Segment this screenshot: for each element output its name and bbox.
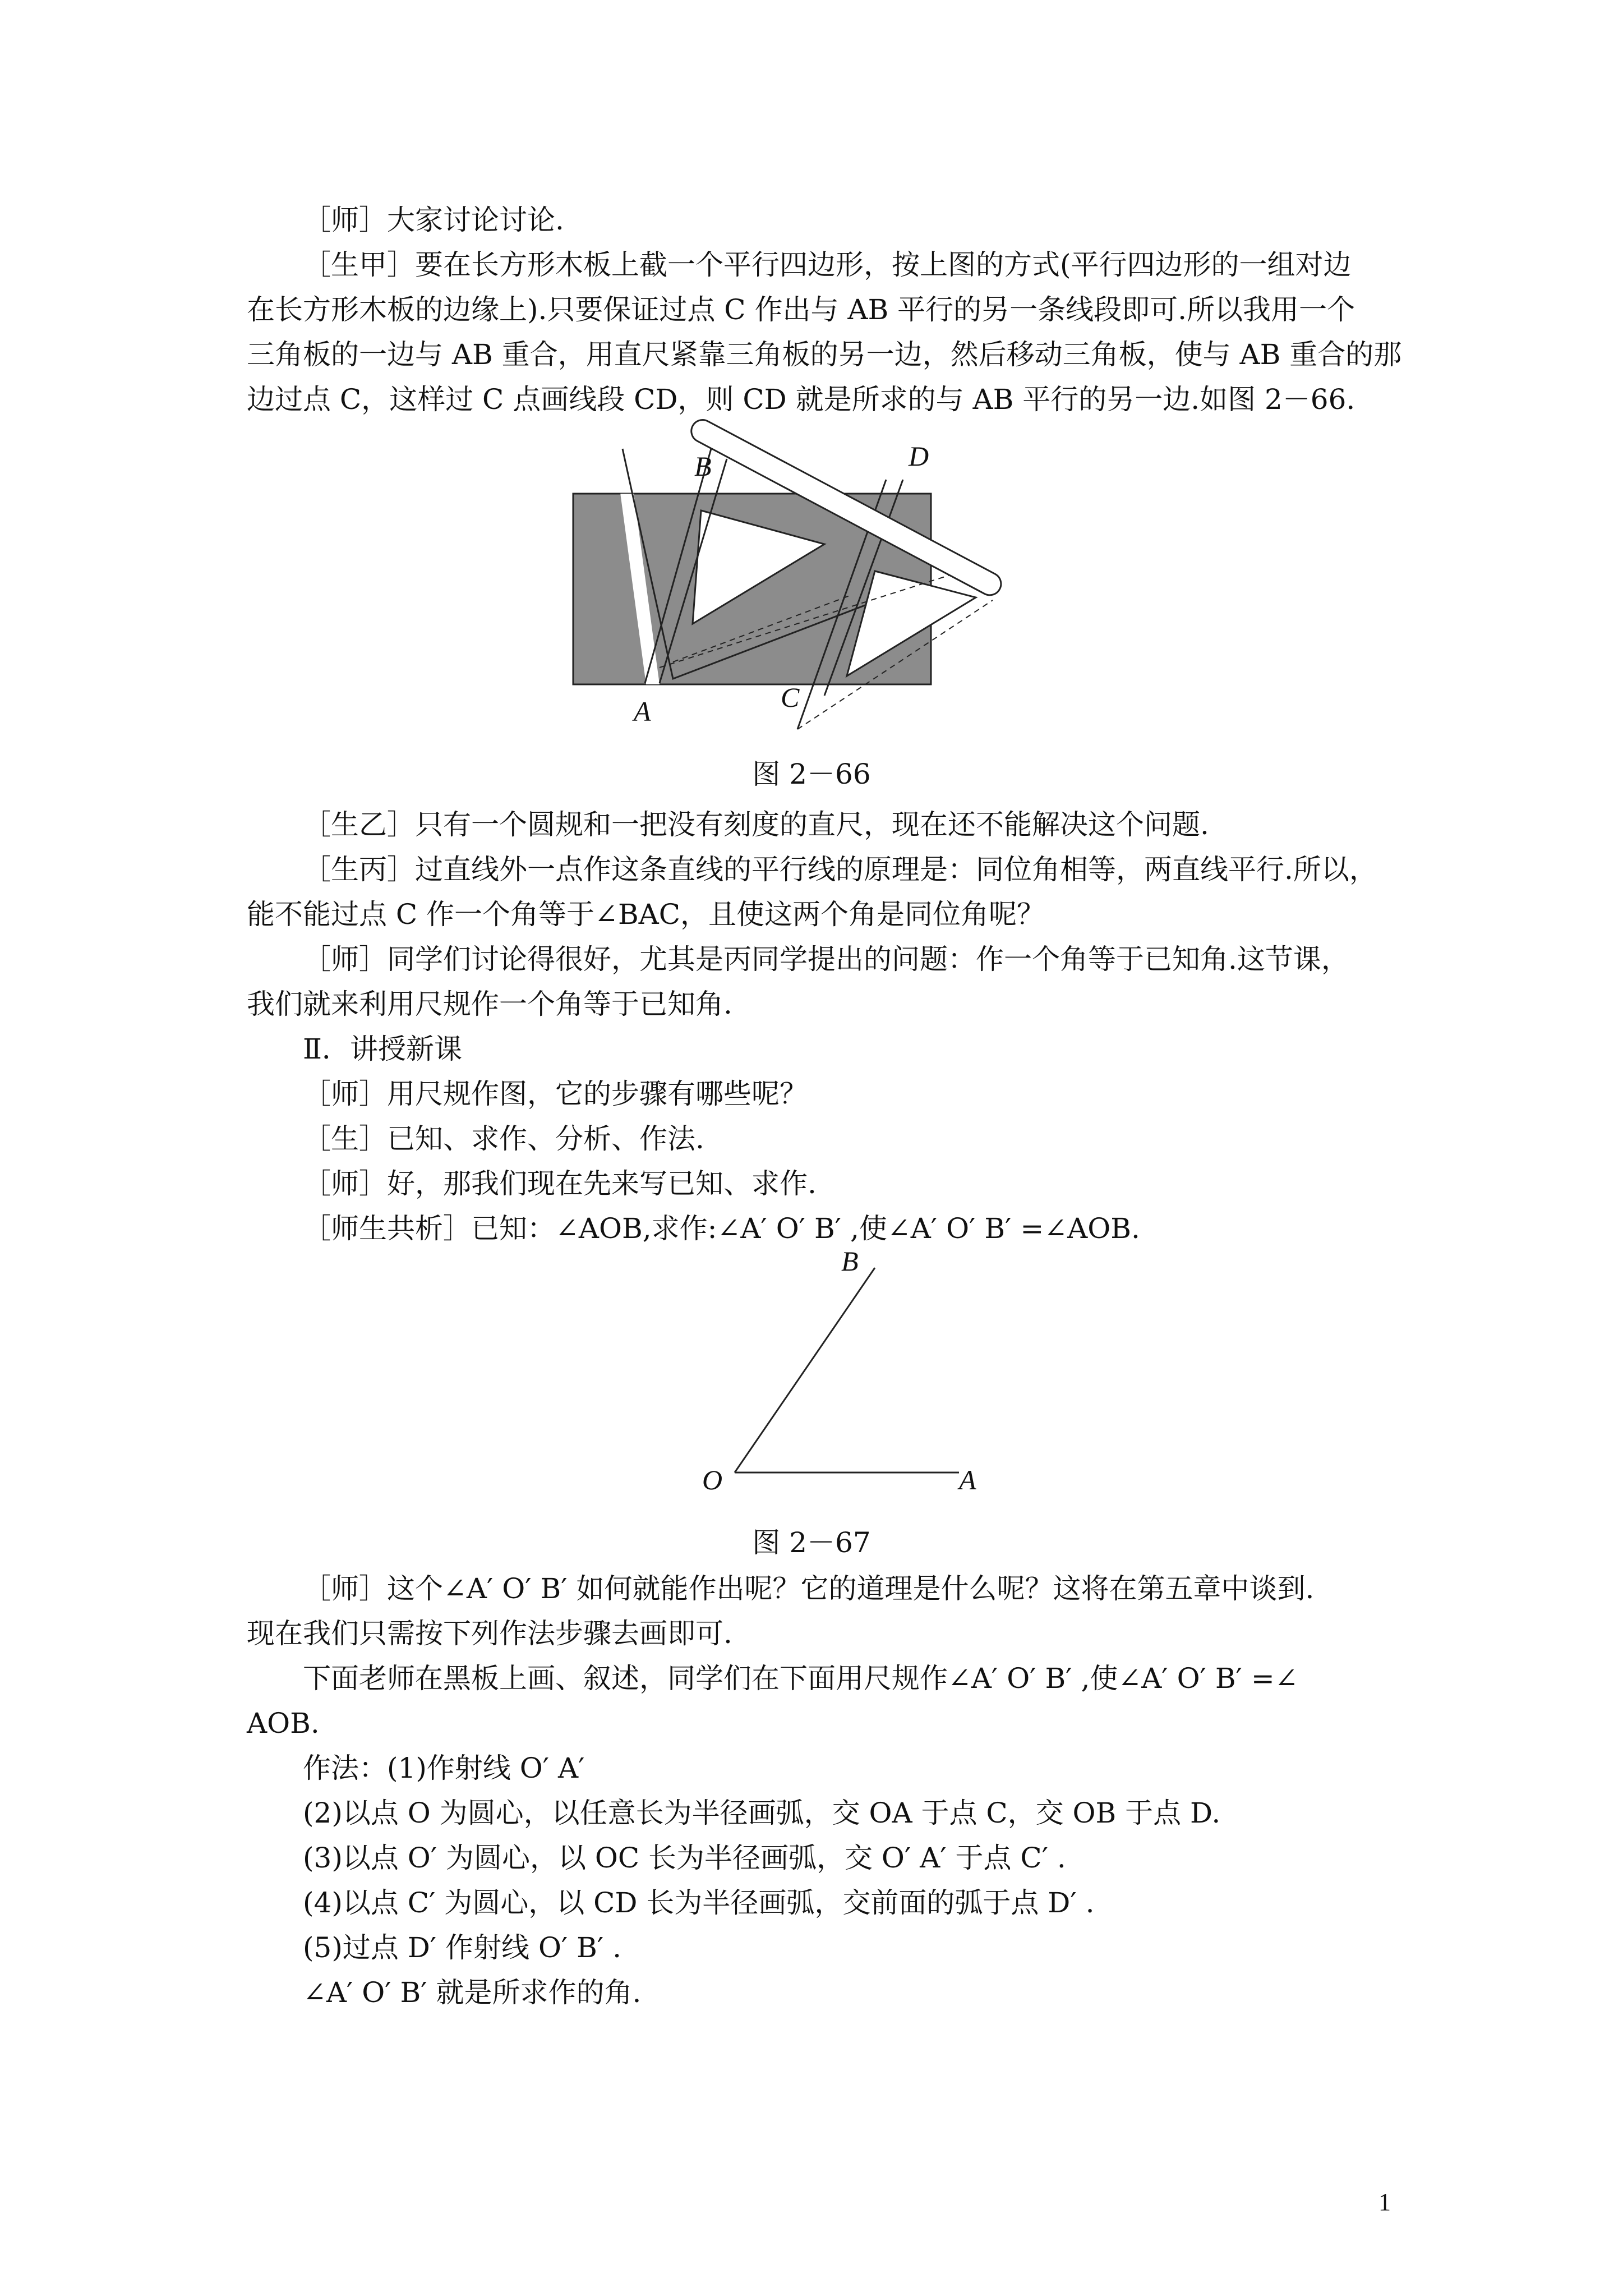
paragraph: ［师生共析］已知：∠AOB,求作:∠A′ O′ B′ ,使∠A′ O′ B′ =∠AOB. — [303, 1212, 1140, 1245]
label-d: D — [909, 440, 929, 472]
paragraph: ［生乙］只有一个圆规和一把没有刻度的直尺，现在还不能解决这个问题. — [303, 808, 1209, 841]
ray-ob — [735, 1268, 875, 1473]
paragraph: 下面老师在黑板上画、叙述，同学们在下面用尺规作∠A′ O′ B′ ,使∠A′ O′ B′ =∠ — [303, 1662, 1298, 1695]
paragraph: 现在我们只需按下列作法步骤去画即可. — [247, 1617, 732, 1650]
section-heading: Ⅱ．讲授新课 — [303, 1033, 462, 1065]
paragraph: ［师］用尺规作图，它的步骤有哪些呢？ — [303, 1078, 808, 1110]
figure-caption: 图 2－67 — [752, 1526, 871, 1559]
paragraph: ［师］大家讨论讨论. — [303, 204, 564, 236]
figure-2-67 — [690, 1245, 1004, 1509]
paragraph: ［生丙］过直线外一点作这条直线的平行线的原理是：同位角相等，两直线平行.所以， — [303, 853, 1377, 886]
label-c: C — [781, 682, 800, 713]
paragraph: ［生甲］要在长方形木板上截一个平行四边形，按上图的方式(平行四边形的一组对边 — [303, 249, 1352, 281]
method-step: ∠A′ O′ B′ 就是所求作的角. — [303, 1976, 642, 2009]
method-step: 作法：(1)作射线 O′ A′ — [303, 1752, 585, 1784]
label-b: B — [841, 1245, 859, 1277]
figure-caption: 图 2－66 — [752, 758, 871, 790]
label-o: O — [702, 1464, 723, 1496]
paragraph: ［生］已知、求作、分析、作法. — [303, 1122, 704, 1155]
paragraph: 能不能过点 C 作一个角等于∠BAC，且使这两个角是同位角呢？ — [247, 898, 1045, 931]
paragraph: ［师］这个∠A′ O′ B′ 如何就能作出呢？它的道理是什么呢？这将在第五章中谈到. — [303, 1572, 1315, 1605]
method-step: (4)以点 C′ 为圆心，以 CD 长为半径画弧，交前面的弧于点 D′ . — [303, 1887, 1095, 1919]
method-step: (3)以点 O′ 为圆心，以 OC 长为半径画弧，交 O′ A′ 于点 C′ . — [303, 1842, 1066, 1874]
label-a: A — [959, 1464, 976, 1496]
paragraph: AOB. — [247, 1707, 320, 1740]
paragraph: ［师］好，那我们现在先来写已知、求作. — [303, 1167, 817, 1200]
paragraph: 我们就来利用尺规作一个角等于已知角. — [247, 988, 732, 1020]
label-a: A — [634, 696, 651, 727]
method-step: (2)以点 O 为圆心，以任意长为半径画弧，交 OA 于点 C，交 OB 于点 D. — [303, 1797, 1221, 1829]
page-number: 1 — [1378, 2188, 1391, 2216]
paragraph: 在长方形木板的边缘上).只要保证过点 C 作出与 AB 平行的另一条线段即可.所以我用一个 — [247, 293, 1355, 326]
paragraph: ［师］同学们讨论得很好，尤其是丙同学提出的问题：作一个角等于已知角.这节课， — [303, 943, 1349, 976]
paragraph: 边过点 C，这样过 C 点画线段 CD，则 CD 就是所求的与 AB 平行的另一边.如图 2－66. — [247, 383, 1355, 416]
paragraph: 三角板的一边与 AB 重合，用直尺紧靠三角板的另一边，然后移动三角板，使与 AB 重合的那 — [247, 338, 1402, 371]
figure-2-66 — [561, 415, 1133, 740]
label-b: B — [694, 450, 712, 482]
method-step: (5)过点 D′ 作射线 O′ B′ . — [303, 1931, 622, 1964]
